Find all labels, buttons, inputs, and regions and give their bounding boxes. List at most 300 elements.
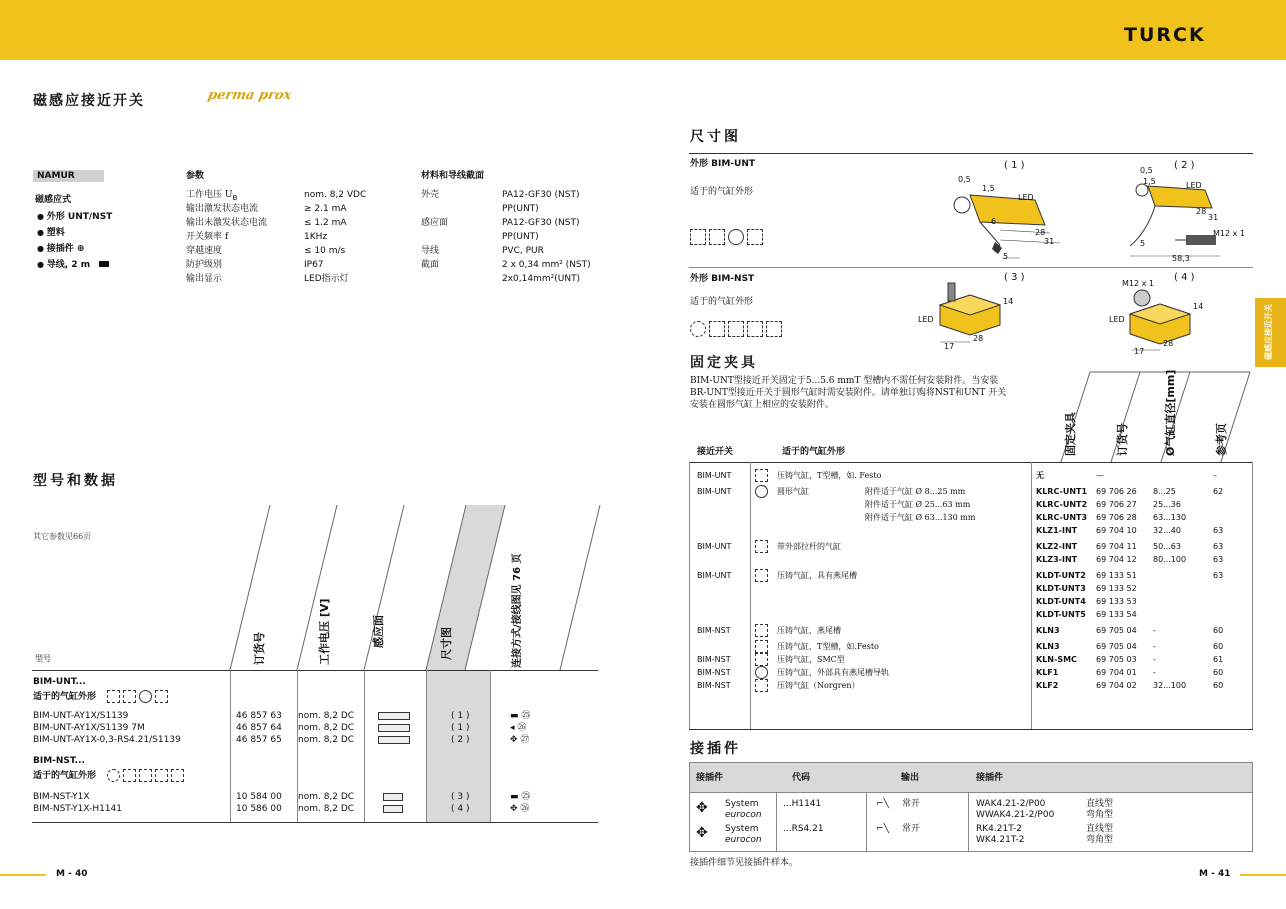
col-divider bbox=[968, 792, 969, 851]
conn-system-sub: eurocon bbox=[725, 810, 762, 820]
led-label: LED bbox=[918, 315, 934, 324]
cylinder-shape-icon bbox=[755, 640, 768, 653]
cylinder-shape-icon bbox=[755, 653, 768, 666]
drawing-nst-4 bbox=[1120, 284, 1200, 354]
clamp-table-top bbox=[689, 462, 1253, 463]
clamp-page: 62 bbox=[1213, 487, 1224, 496]
clamp-title: 固定夹具 bbox=[690, 355, 758, 371]
clamp-cylinder-desc: 压铸气缸，T型槽，如. Festo bbox=[777, 471, 882, 480]
footer-rule-left bbox=[0, 874, 46, 876]
clamp-name: KLN3 bbox=[1036, 642, 1060, 651]
order-number: 10 586 00 bbox=[236, 804, 282, 814]
dim-value: 0,5 bbox=[958, 175, 971, 184]
drawing-1-number: ( 1 ) bbox=[1004, 160, 1025, 171]
dim-ref: ( 1 ) bbox=[451, 723, 470, 733]
conn-col-head: 接插件 bbox=[976, 773, 1004, 783]
connector-pin-icon: ✥ bbox=[696, 825, 708, 841]
sensor-thumbnail-icon bbox=[378, 724, 410, 732]
clamp-diameter: 63...130 bbox=[1153, 513, 1187, 522]
connector-title: 接插件 bbox=[690, 741, 741, 757]
cylinder-shape-icon bbox=[755, 469, 768, 482]
cylinder-shape-icon bbox=[755, 569, 768, 582]
conn-part: WAK4.21-2/P00 bbox=[976, 799, 1046, 809]
clamp-order: — bbox=[1096, 471, 1104, 480]
cylinder-shape-icon bbox=[755, 666, 768, 679]
clamp-diameter: 8...25 bbox=[1153, 487, 1176, 496]
drawing-2-number: ( 2 ) bbox=[1174, 160, 1195, 171]
clamp-text-line: BIM-UNT型接近开关固定于5...5.6 mmT 型槽内不需任何安装附件。当安装 bbox=[690, 376, 999, 386]
drawing-4-number: ( 4 ) bbox=[1174, 272, 1195, 283]
models-title: 型号和数据 bbox=[33, 473, 118, 489]
dim-value: 58,3 bbox=[1172, 254, 1190, 263]
led-label: LED bbox=[1109, 315, 1125, 324]
table-row bbox=[33, 722, 593, 734]
col-head-face: 感应面 bbox=[372, 615, 385, 648]
cylinder-dovetail-icon bbox=[123, 690, 136, 703]
unt-shape-icons bbox=[690, 226, 766, 245]
col-divider bbox=[776, 792, 777, 851]
unt-shape-label: 适于的气缸外形 bbox=[690, 187, 754, 197]
clamp-cylinder-desc: 压铸气缸，SMC型 bbox=[777, 655, 845, 664]
clamp-name: KLZ2-INT bbox=[1036, 542, 1078, 551]
clamp-row bbox=[689, 608, 1253, 621]
clamp-col-head: 固定夹具 bbox=[1064, 412, 1077, 456]
clamp-diameter: 32...100 bbox=[1153, 681, 1187, 690]
order-number: 10 584 00 bbox=[236, 792, 282, 802]
dim-ref: ( 3 ) bbox=[451, 792, 470, 802]
clamp-name: KLF2 bbox=[1036, 681, 1059, 690]
col-head-connection: 连接方式/接线图见 76 页 bbox=[512, 553, 523, 668]
model-type: BIM-NST-Y1X-H1141 bbox=[33, 804, 122, 814]
material-key: 截面 bbox=[421, 260, 440, 270]
conn-output: 常开 bbox=[902, 799, 921, 809]
clamp-text-line: BR-UNT型接近开关于圆形气缸时需安装附件。请单独订购将NST和UNT 开关 bbox=[690, 388, 1007, 398]
clamp-page: 63 bbox=[1213, 526, 1224, 535]
sensing-list bbox=[37, 209, 112, 273]
dim-value: 28 bbox=[1196, 207, 1207, 216]
param-key: 开关频率 f bbox=[186, 232, 229, 242]
clamp-diameter: - bbox=[1153, 642, 1156, 651]
conn-code: ...RS4.21 bbox=[783, 824, 824, 834]
cylinder-round-icon bbox=[139, 690, 152, 703]
cylinder-shape-icon bbox=[755, 485, 768, 498]
param-key: 输出显示 bbox=[186, 274, 223, 284]
clamp-row bbox=[689, 679, 1253, 692]
material-value: PP(UNT) bbox=[502, 232, 539, 242]
dim-mid-rule bbox=[689, 267, 1253, 268]
conn-style: 直线型 bbox=[1086, 799, 1114, 809]
conn-output: 常开 bbox=[902, 824, 921, 834]
connector-pin-icon: ✥ bbox=[696, 800, 708, 816]
clamp-name: KLDT-UNT4 bbox=[1036, 597, 1086, 606]
dim-top-rule bbox=[689, 153, 1253, 154]
conn-col-head: 输出 bbox=[901, 773, 920, 783]
clamp-text-line: 安装在圆形气缸上相应的安装附件。 bbox=[690, 400, 835, 410]
clamp-row bbox=[689, 666, 1253, 679]
clamp-row bbox=[689, 498, 1253, 511]
clamp-sensor: BIM-UNT bbox=[697, 542, 732, 551]
param-value: 1KHz bbox=[304, 232, 328, 242]
unt-label: 外形 BIM-UNT bbox=[690, 159, 756, 169]
conn-ref: ㉕ bbox=[521, 792, 531, 802]
conn-ref: ㉖ bbox=[517, 723, 527, 733]
table-row bbox=[33, 734, 593, 746]
clamp-name: KLZ3-INT bbox=[1036, 555, 1078, 564]
thread-label: M12 x 1 bbox=[1213, 229, 1245, 238]
voltage: nom. 8,2 DC bbox=[298, 735, 355, 745]
switch-no-icon: ⌐╲ bbox=[876, 824, 889, 834]
material-key: 感应面 bbox=[421, 218, 449, 228]
led-label: LED bbox=[1018, 193, 1034, 202]
clamp-row bbox=[689, 582, 1253, 595]
dim-value: 31 bbox=[1044, 237, 1055, 246]
conn-system-sub: eurocon bbox=[725, 835, 762, 845]
model-table-header-lines bbox=[220, 500, 610, 675]
clamp-text bbox=[690, 375, 1030, 411]
cylinder-norgren-icon bbox=[766, 321, 782, 337]
dim-value: 5 bbox=[1003, 252, 1009, 261]
cylinder-tierod-icon bbox=[747, 229, 763, 245]
material-value: 2x0,14mm²(UNT) bbox=[502, 274, 581, 284]
table-top-rule bbox=[32, 670, 598, 671]
clamp-diameter: - bbox=[1153, 668, 1156, 677]
model-type: BIM-UNT-AY1X/S1139 7M bbox=[33, 723, 145, 733]
params-table bbox=[186, 189, 406, 287]
material-key: 导线 bbox=[421, 246, 440, 256]
clamp-cylinder-desc: 压铸气缸，T型槽，如.Festo bbox=[777, 642, 879, 651]
dimension-title: 尺寸图 bbox=[690, 129, 741, 145]
group-unt-shape bbox=[33, 690, 171, 703]
cylinder-t-slot-icon bbox=[139, 769, 152, 782]
materials-table bbox=[421, 189, 601, 287]
clamp-name: KLDT-UNT2 bbox=[1036, 571, 1086, 580]
cylinder-t-slot-icon bbox=[690, 229, 706, 245]
footer-rule-right bbox=[1240, 874, 1286, 876]
param-value: ≤ 10 m/s bbox=[304, 246, 346, 256]
dim-value: 1,5 bbox=[982, 184, 995, 193]
clamp-page: 63 bbox=[1213, 542, 1224, 551]
param-key: 工作电压 U bbox=[186, 190, 233, 200]
param-key: 输出激发状态电流 bbox=[186, 204, 259, 214]
sensor-thumbnail-icon bbox=[383, 805, 403, 813]
page-number-left: M - 40 bbox=[56, 869, 88, 879]
drawing-3-number: ( 3 ) bbox=[1004, 272, 1025, 283]
table-row bbox=[33, 710, 593, 722]
clamp-page: – bbox=[1213, 471, 1217, 480]
conn-col-head: 接插件 bbox=[696, 773, 724, 783]
table-row bbox=[33, 791, 593, 803]
clamp-sensor: BIM-NST bbox=[697, 681, 731, 690]
shape-label: 适于的气缸外形 bbox=[33, 771, 97, 781]
conn-part: WK4.21T-2 bbox=[976, 835, 1025, 845]
clamp-sensor: BIM-NST bbox=[697, 655, 731, 664]
sensor-thumbnail-icon bbox=[378, 712, 410, 720]
clamp-order: 69 706 26 bbox=[1096, 487, 1137, 496]
group-nst-name: BIM-NST... bbox=[33, 756, 85, 766]
clamp-diameter: 32...40 bbox=[1153, 526, 1181, 535]
params-heading: 参数 bbox=[186, 171, 205, 181]
param-key: 防护级别 bbox=[186, 260, 223, 270]
cylinder-t-slot-icon bbox=[107, 690, 120, 703]
drawing-nst-3 bbox=[930, 280, 1010, 350]
dim-value: 17 bbox=[1134, 347, 1145, 356]
connector-table-body bbox=[689, 792, 1253, 852]
sensing-heading: 磁感应式 bbox=[35, 195, 72, 205]
thread-label: M12 x 1 bbox=[1122, 279, 1154, 288]
material-value: PP(UNT) bbox=[502, 204, 539, 214]
conn-style: 弯角型 bbox=[1086, 835, 1114, 845]
cylinder-rail-icon bbox=[107, 769, 120, 782]
connection-plug-icon: ▬ ㉕ bbox=[510, 792, 531, 802]
side-tab-label: 磁感应接近开关 bbox=[1264, 304, 1273, 360]
model-type: BIM-NST-Y1X bbox=[33, 792, 90, 802]
order-number: 46 857 63 bbox=[236, 711, 282, 721]
shape-label: 适于的气缸外形 bbox=[33, 692, 97, 702]
conn-part: WWAK4.21-2/P00 bbox=[976, 810, 1055, 820]
clamp-order: 69 706 28 bbox=[1096, 513, 1137, 522]
nst-label: 外形 BIM-NST bbox=[690, 274, 755, 284]
sensing-item: ● 外形 UNT/NST bbox=[37, 209, 112, 225]
cylinder-t-slot-icon bbox=[728, 321, 744, 337]
clamp-sensor: BIM-UNT bbox=[697, 471, 732, 480]
clamp-order: 69 704 01 bbox=[1096, 668, 1137, 677]
clamp-order: 69 133 54 bbox=[1096, 610, 1137, 619]
dim-value: 31 bbox=[1208, 213, 1219, 222]
clamp-order: 69 705 04 bbox=[1096, 642, 1137, 651]
conn-code: ...H1141 bbox=[783, 799, 822, 809]
materials-heading: 材料和导线截面 bbox=[421, 171, 485, 181]
clamp-cylinder-desc: 压铸气缸，外部具有燕尾槽导轨 bbox=[777, 668, 889, 677]
clamp-name: KLZ1-INT bbox=[1036, 526, 1078, 535]
connection-plug-icon: ✥ ㉖ bbox=[510, 804, 530, 814]
cable-icon bbox=[99, 261, 109, 267]
clamp-name: KLF1 bbox=[1036, 668, 1059, 677]
nst-shape-icons bbox=[690, 318, 785, 337]
voltage: nom. 8,2 DC bbox=[298, 792, 355, 802]
conn-ref: ㉖ bbox=[520, 804, 530, 814]
conn-system: System bbox=[725, 824, 759, 834]
clamp-cylinder-desc: 压铸气缸，具有燕尾槽 bbox=[777, 571, 857, 580]
clamp-name: KLRC-UNT1 bbox=[1036, 487, 1088, 496]
clamp-accessory-note: 附件适于气缸 Ø 63...130 mm bbox=[865, 513, 976, 522]
conn-system: System bbox=[725, 799, 759, 809]
group-unt-name: BIM-UNT... bbox=[33, 677, 86, 687]
param-value: nom. 8,2 VDC bbox=[304, 190, 367, 200]
clamp-row bbox=[689, 540, 1253, 553]
connector-table-head bbox=[689, 762, 1253, 793]
sensor-thumbnail-icon bbox=[383, 793, 403, 801]
cylinder-tierod-icon bbox=[155, 690, 168, 703]
clamp-page: 63 bbox=[1213, 555, 1224, 564]
clamp-accessory-note: 附件适于气缸 Ø 25...63 mm bbox=[865, 500, 971, 509]
conn-part: RK4.21T-2 bbox=[976, 824, 1022, 834]
cylinder-dovetail-icon bbox=[123, 769, 136, 782]
conn-style: 直线型 bbox=[1086, 824, 1114, 834]
conn-col-head: 代码 bbox=[792, 773, 811, 783]
header-bar bbox=[0, 0, 1286, 60]
clamp-page: 60 bbox=[1213, 626, 1224, 635]
clamp-name: KLDT-UNT3 bbox=[1036, 584, 1086, 593]
clamp-col-shape: 适于的气缸外形 bbox=[782, 447, 846, 457]
cylinder-smc-icon bbox=[747, 321, 763, 337]
param-value: ≤ 1.2 mA bbox=[304, 218, 347, 228]
clamp-table-body bbox=[689, 464, 1253, 728]
connection-plug-icon: ◂ ㉖ bbox=[510, 723, 527, 733]
col-head-voltage: 工作电压 [V] bbox=[318, 598, 331, 665]
clamp-accessory-note: 附件适于气缸 Ø 8...25 mm bbox=[865, 487, 966, 496]
namur-badge: NAMUR bbox=[33, 170, 104, 182]
clamp-order: 69 704 11 bbox=[1096, 542, 1137, 551]
clamp-order: 69 705 04 bbox=[1096, 626, 1137, 635]
clamp-table-bottom bbox=[689, 729, 1253, 730]
voltage: nom. 8,2 DC bbox=[298, 723, 355, 733]
clamp-row bbox=[689, 553, 1253, 566]
clamp-cylinder-desc: 压铸气缸（Norgren） bbox=[777, 681, 860, 690]
dim-ref: ( 1 ) bbox=[451, 711, 470, 721]
dim-value: 6 bbox=[991, 217, 997, 226]
clamp-name: KLDT-UNT5 bbox=[1036, 610, 1086, 619]
switch-no-icon: ⌐╲ bbox=[876, 799, 889, 809]
clamp-name: KLRC-UNT3 bbox=[1036, 513, 1088, 522]
clamp-order: 69 705 03 bbox=[1096, 655, 1137, 664]
dim-value: 17 bbox=[944, 342, 955, 351]
conn-ref: ㉕ bbox=[521, 711, 531, 721]
sensing-item: ● 接插件 ⊕ bbox=[37, 241, 112, 257]
dim-value: 0,5 bbox=[1140, 166, 1153, 175]
param-value: IP67 bbox=[304, 260, 324, 270]
material-value: 2 x 0,34 mm² (NST) bbox=[502, 260, 591, 270]
clamp-name: 无 bbox=[1036, 471, 1044, 480]
sensor-thumbnail-icon bbox=[378, 736, 410, 744]
table-row bbox=[33, 803, 593, 815]
clamp-diameter: 50...63 bbox=[1153, 542, 1181, 551]
clamp-row bbox=[689, 469, 1253, 482]
cylinder-shape-icon bbox=[755, 540, 768, 553]
col-head-type: 型号 bbox=[35, 654, 51, 663]
clamp-page: 61 bbox=[1213, 655, 1224, 664]
clamp-name: KLN3 bbox=[1036, 626, 1060, 635]
brand-logo: TURCK bbox=[1124, 24, 1206, 46]
clamp-page: 63 bbox=[1213, 571, 1224, 580]
dim-ref: ( 2 ) bbox=[451, 735, 470, 745]
clamp-order: 69 133 51 bbox=[1096, 571, 1137, 580]
clamp-row bbox=[689, 569, 1253, 582]
clamp-row bbox=[689, 595, 1253, 608]
conn-ref: ㉗ bbox=[520, 735, 530, 745]
connector-note: 接插件细节见接插件样本。 bbox=[690, 858, 799, 868]
clamp-sensor: BIM-UNT bbox=[697, 487, 732, 496]
nst-shape-label: 适于的气缸外形 bbox=[690, 297, 754, 307]
clamp-row bbox=[689, 624, 1253, 637]
cylinder-round-icon bbox=[728, 229, 744, 245]
clamp-name: KLN-SMC bbox=[1036, 655, 1077, 664]
order-number: 46 857 64 bbox=[236, 723, 282, 733]
clamp-row bbox=[689, 511, 1253, 524]
material-value: PVC, PUR bbox=[502, 246, 544, 256]
side-tab bbox=[1255, 298, 1286, 367]
clamp-col-head: 参考页 bbox=[1215, 423, 1228, 456]
cylinder-shape-icon bbox=[755, 679, 768, 692]
led-label: LED bbox=[1186, 181, 1202, 190]
clamp-cylinder-desc: 圆形气缸 bbox=[777, 487, 809, 496]
table-bottom-rule bbox=[32, 822, 598, 823]
clamp-cylinder-desc: 压铸气缸，燕尾槽 bbox=[777, 626, 841, 635]
model-type: BIM-UNT-AY1X/S1139 bbox=[33, 711, 129, 721]
clamp-name: KLRC-UNT2 bbox=[1036, 500, 1088, 509]
dim-value: 1,5 bbox=[1143, 177, 1156, 186]
dim-value: 28 bbox=[973, 334, 984, 343]
clamp-row bbox=[689, 485, 1253, 498]
clamp-order: 69 704 12 bbox=[1096, 555, 1137, 564]
clamp-sensor: BIM-UNT bbox=[697, 571, 732, 580]
group-nst-shape bbox=[33, 769, 187, 782]
clamp-diameter: 80...100 bbox=[1153, 555, 1187, 564]
sensing-item: ● 塑料 bbox=[37, 225, 112, 241]
param-value: ≥ 2.1 mA bbox=[304, 204, 347, 214]
more-params-note: 其它参数见66页 bbox=[33, 532, 92, 541]
clamp-row bbox=[689, 653, 1253, 666]
permaprox-logo: perma prox bbox=[206, 88, 293, 103]
param-sub: B bbox=[232, 193, 238, 202]
sensing-item: ● 导线, 2 m bbox=[37, 260, 90, 270]
clamp-cylinder-desc: 带外部拉杆的气缸 bbox=[777, 542, 841, 551]
clamp-col-head: 订货号 bbox=[1116, 423, 1129, 456]
group-nst-rows bbox=[33, 791, 593, 815]
dim-ref: ( 4 ) bbox=[451, 804, 470, 814]
dim-value: 5 bbox=[1140, 239, 1146, 248]
clamp-diameter: 25...36 bbox=[1153, 500, 1181, 509]
connection-plug-icon: ▬ ㉕ bbox=[510, 711, 531, 721]
material-value: PA12-GF30 (NST) bbox=[502, 218, 580, 228]
voltage: nom. 8,2 DC bbox=[298, 804, 355, 814]
model-type: BIM-UNT-AY1X-0,3-RS4.21/S1139 bbox=[33, 735, 181, 745]
cylinder-dovetail-icon bbox=[709, 321, 725, 337]
clamp-page: 60 bbox=[1213, 681, 1224, 690]
cylinder-dovetail-icon bbox=[709, 229, 725, 245]
clamp-col-head: Ø气缸直径[mm] bbox=[1164, 369, 1177, 456]
col-head-dim: 尺寸图 bbox=[440, 627, 453, 660]
clamp-diameter: - bbox=[1153, 655, 1156, 664]
col-head-order: 订货号 bbox=[253, 632, 266, 665]
param-value: LED指示灯 bbox=[304, 274, 349, 284]
connection-plug-icon: ✥ ㉗ bbox=[510, 735, 530, 745]
dim-value: 28 bbox=[1035, 228, 1046, 237]
clamp-sensor: BIM-NST bbox=[697, 626, 731, 635]
order-number: 46 857 65 bbox=[236, 735, 282, 745]
material-key: 外壳 bbox=[421, 190, 440, 200]
conn-style: 弯角型 bbox=[1086, 810, 1114, 820]
param-key: 穿越速度 bbox=[186, 246, 223, 256]
param-key: 输出未激发状态电流 bbox=[186, 218, 268, 228]
dim-value: 14 bbox=[1193, 302, 1204, 311]
clamp-row bbox=[689, 524, 1253, 537]
material-value: PA12-GF30 (NST) bbox=[502, 190, 580, 200]
clamp-row bbox=[689, 640, 1253, 653]
clamp-sensor: BIM-NST bbox=[697, 668, 731, 677]
clamp-page: 60 bbox=[1213, 668, 1224, 677]
clamp-page: 60 bbox=[1213, 642, 1224, 651]
clamp-diameter: - bbox=[1153, 626, 1156, 635]
cylinder-smc-icon bbox=[155, 769, 168, 782]
group-unt-rows bbox=[33, 710, 593, 746]
clamp-order: 69 706 27 bbox=[1096, 500, 1137, 509]
clamp-col-sensor: 接近开关 bbox=[697, 447, 734, 457]
clamp-order: 69 133 53 bbox=[1096, 597, 1137, 606]
page-title: 磁感应接近开关 bbox=[33, 93, 145, 109]
page-number-right: M - 41 bbox=[1199, 869, 1231, 879]
cylinder-rail-icon bbox=[690, 321, 706, 337]
clamp-order: 69 704 02 bbox=[1096, 681, 1137, 690]
